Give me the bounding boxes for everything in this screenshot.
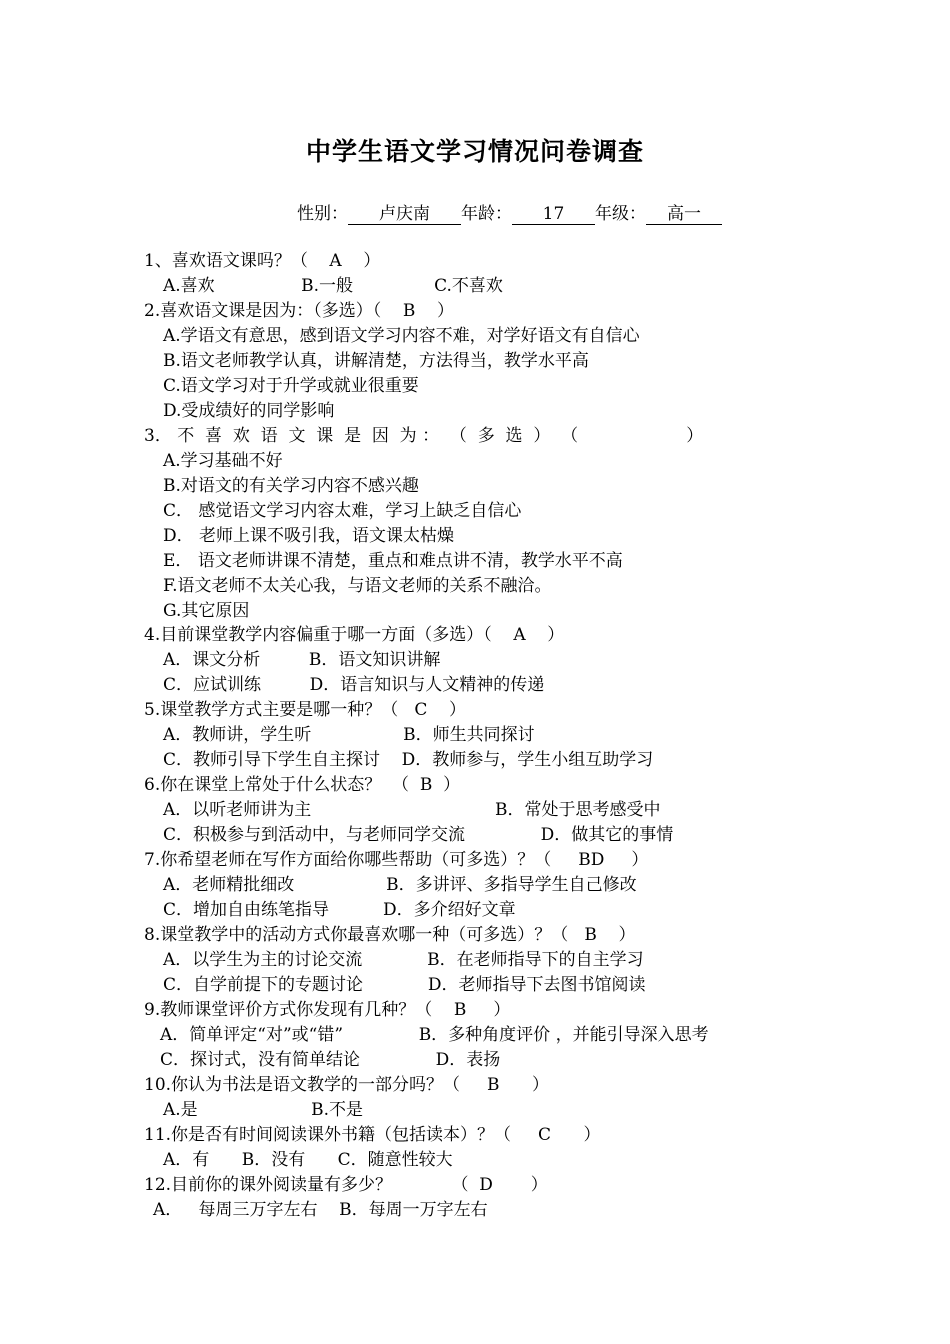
option-line: E． 语文老师讲课不清楚，重点和难点讲不清，教学水平不高 bbox=[163, 551, 623, 571]
option-line: F.语文老师不太关心我，与语文老师的关系不融洽。 bbox=[163, 576, 552, 596]
question-line: 12.目前你的课外阅读量有多少？ （ D ） bbox=[144, 1175, 548, 1195]
option-line: C． 感觉语文学习内容太难，学习上缺乏自信心 bbox=[163, 501, 522, 521]
option-line: A.是 B.不是 bbox=[163, 1100, 364, 1120]
student-info bbox=[297, 199, 722, 225]
option-line: A.学习基础不好 bbox=[163, 451, 283, 471]
option-line: A．简单评定“对”或“错” B．多种角度评价 ，并能引导深入思考 bbox=[160, 1025, 709, 1045]
question-line: 4.目前课堂教学内容偏重于哪一方面（多选）（ A ） bbox=[144, 625, 565, 645]
option-line: A.喜欢 B.一般 C.不喜欢 bbox=[163, 276, 503, 296]
question-line: 2.喜欢语文课是因为：（多选）（ B ） bbox=[144, 301, 454, 321]
option-line: A.学语文有意思，感到语文学习内容不难，对学好语文有自信心 bbox=[163, 326, 640, 346]
option-line: A．教师讲，学生听 B．师生共同探讨 bbox=[163, 725, 535, 745]
question-line: 10.你认为书法是语文教学的一部分吗？（ B ） bbox=[144, 1075, 549, 1095]
option-line: A．老师精批细改 B．多讲评、多指导学生自己修改 bbox=[163, 875, 637, 895]
option-line: C.语文学习对于升学或就业很重要 bbox=[163, 376, 419, 396]
option-line: A．以学生为主的讨论交流 B．在老师指导下的自主学习 bbox=[163, 950, 644, 970]
grade-value: 高一 bbox=[646, 204, 722, 225]
option-line: C．增加自由练笔指导 D．多介绍好文章 bbox=[163, 900, 516, 920]
option-line: C．教师引导下学生自主探讨 D．教师参与，学生小组互助学习 bbox=[163, 750, 654, 770]
option-line: B.语文老师教学认真，讲解清楚，方法得当，教学水平高 bbox=[163, 351, 589, 371]
question-line: 3． 不 喜 欢 语 文 课 是 因 为 ： （ 多 选 ） （ ） bbox=[144, 426, 704, 446]
question-line: 11.你是否有时间阅读课外书籍（包括读本）？（ C ） bbox=[144, 1125, 601, 1145]
gender-label: 性别： bbox=[297, 204, 348, 224]
option-line: B.对语文的有关学习内容不感兴趣 bbox=[163, 476, 419, 496]
question-line: 1、喜欢语文课吗？（ A ） bbox=[144, 251, 381, 271]
age-label: 年龄： bbox=[461, 204, 512, 224]
option-line: C．自学前提下的专题讨论 D．老师指导下去图书馆阅读 bbox=[163, 975, 646, 995]
age-value: 17 bbox=[512, 204, 595, 225]
grade-label: 年级： bbox=[595, 204, 646, 224]
option-line: C．探讨式，没有简单结论 D．表扬 bbox=[160, 1050, 501, 1070]
question-line: 8.课堂教学中的活动方式你最喜欢哪一种（可多选）？（ B ） bbox=[144, 925, 636, 945]
question-line: 9.教师课堂评价方式你发现有几种？（ B ） bbox=[144, 1000, 511, 1020]
option-line: A．课文分析 B．语文知识讲解 bbox=[163, 650, 441, 670]
option-line: A．以听老师讲为主 B．常处于思考感受中 bbox=[163, 800, 661, 820]
option-line: C．应试训练 D．语言知识与人文精神的传递 bbox=[163, 675, 545, 695]
page-title: 中学生语文学习情况问卷调查 bbox=[305, 137, 644, 166]
question-line: 7.你希望老师在写作方面给你哪些帮助（可多选）？（ BD ） bbox=[144, 850, 649, 870]
gender-value: 卢庆南 bbox=[348, 204, 461, 225]
option-line: A．有 B．没有 C．随意性较大 bbox=[163, 1150, 453, 1170]
question-line: 5.课堂教学方式主要是哪一种？（ C ） bbox=[144, 700, 467, 720]
option-line: A． 每周三万字左右 B．每周一万字左右 bbox=[153, 1200, 488, 1220]
option-line: D.受成绩好的同学影响 bbox=[163, 401, 335, 421]
question-line: 6.你在课堂上常处于什么状态？ （ B ） bbox=[144, 775, 461, 795]
option-line: G.其它原因 bbox=[163, 601, 250, 621]
option-line: C．积极参与到活动中，与老师同学交流 D．做其它的事情 bbox=[163, 825, 674, 845]
option-line: D． 老师上课不吸引我，语文课太枯燥 bbox=[163, 526, 455, 546]
